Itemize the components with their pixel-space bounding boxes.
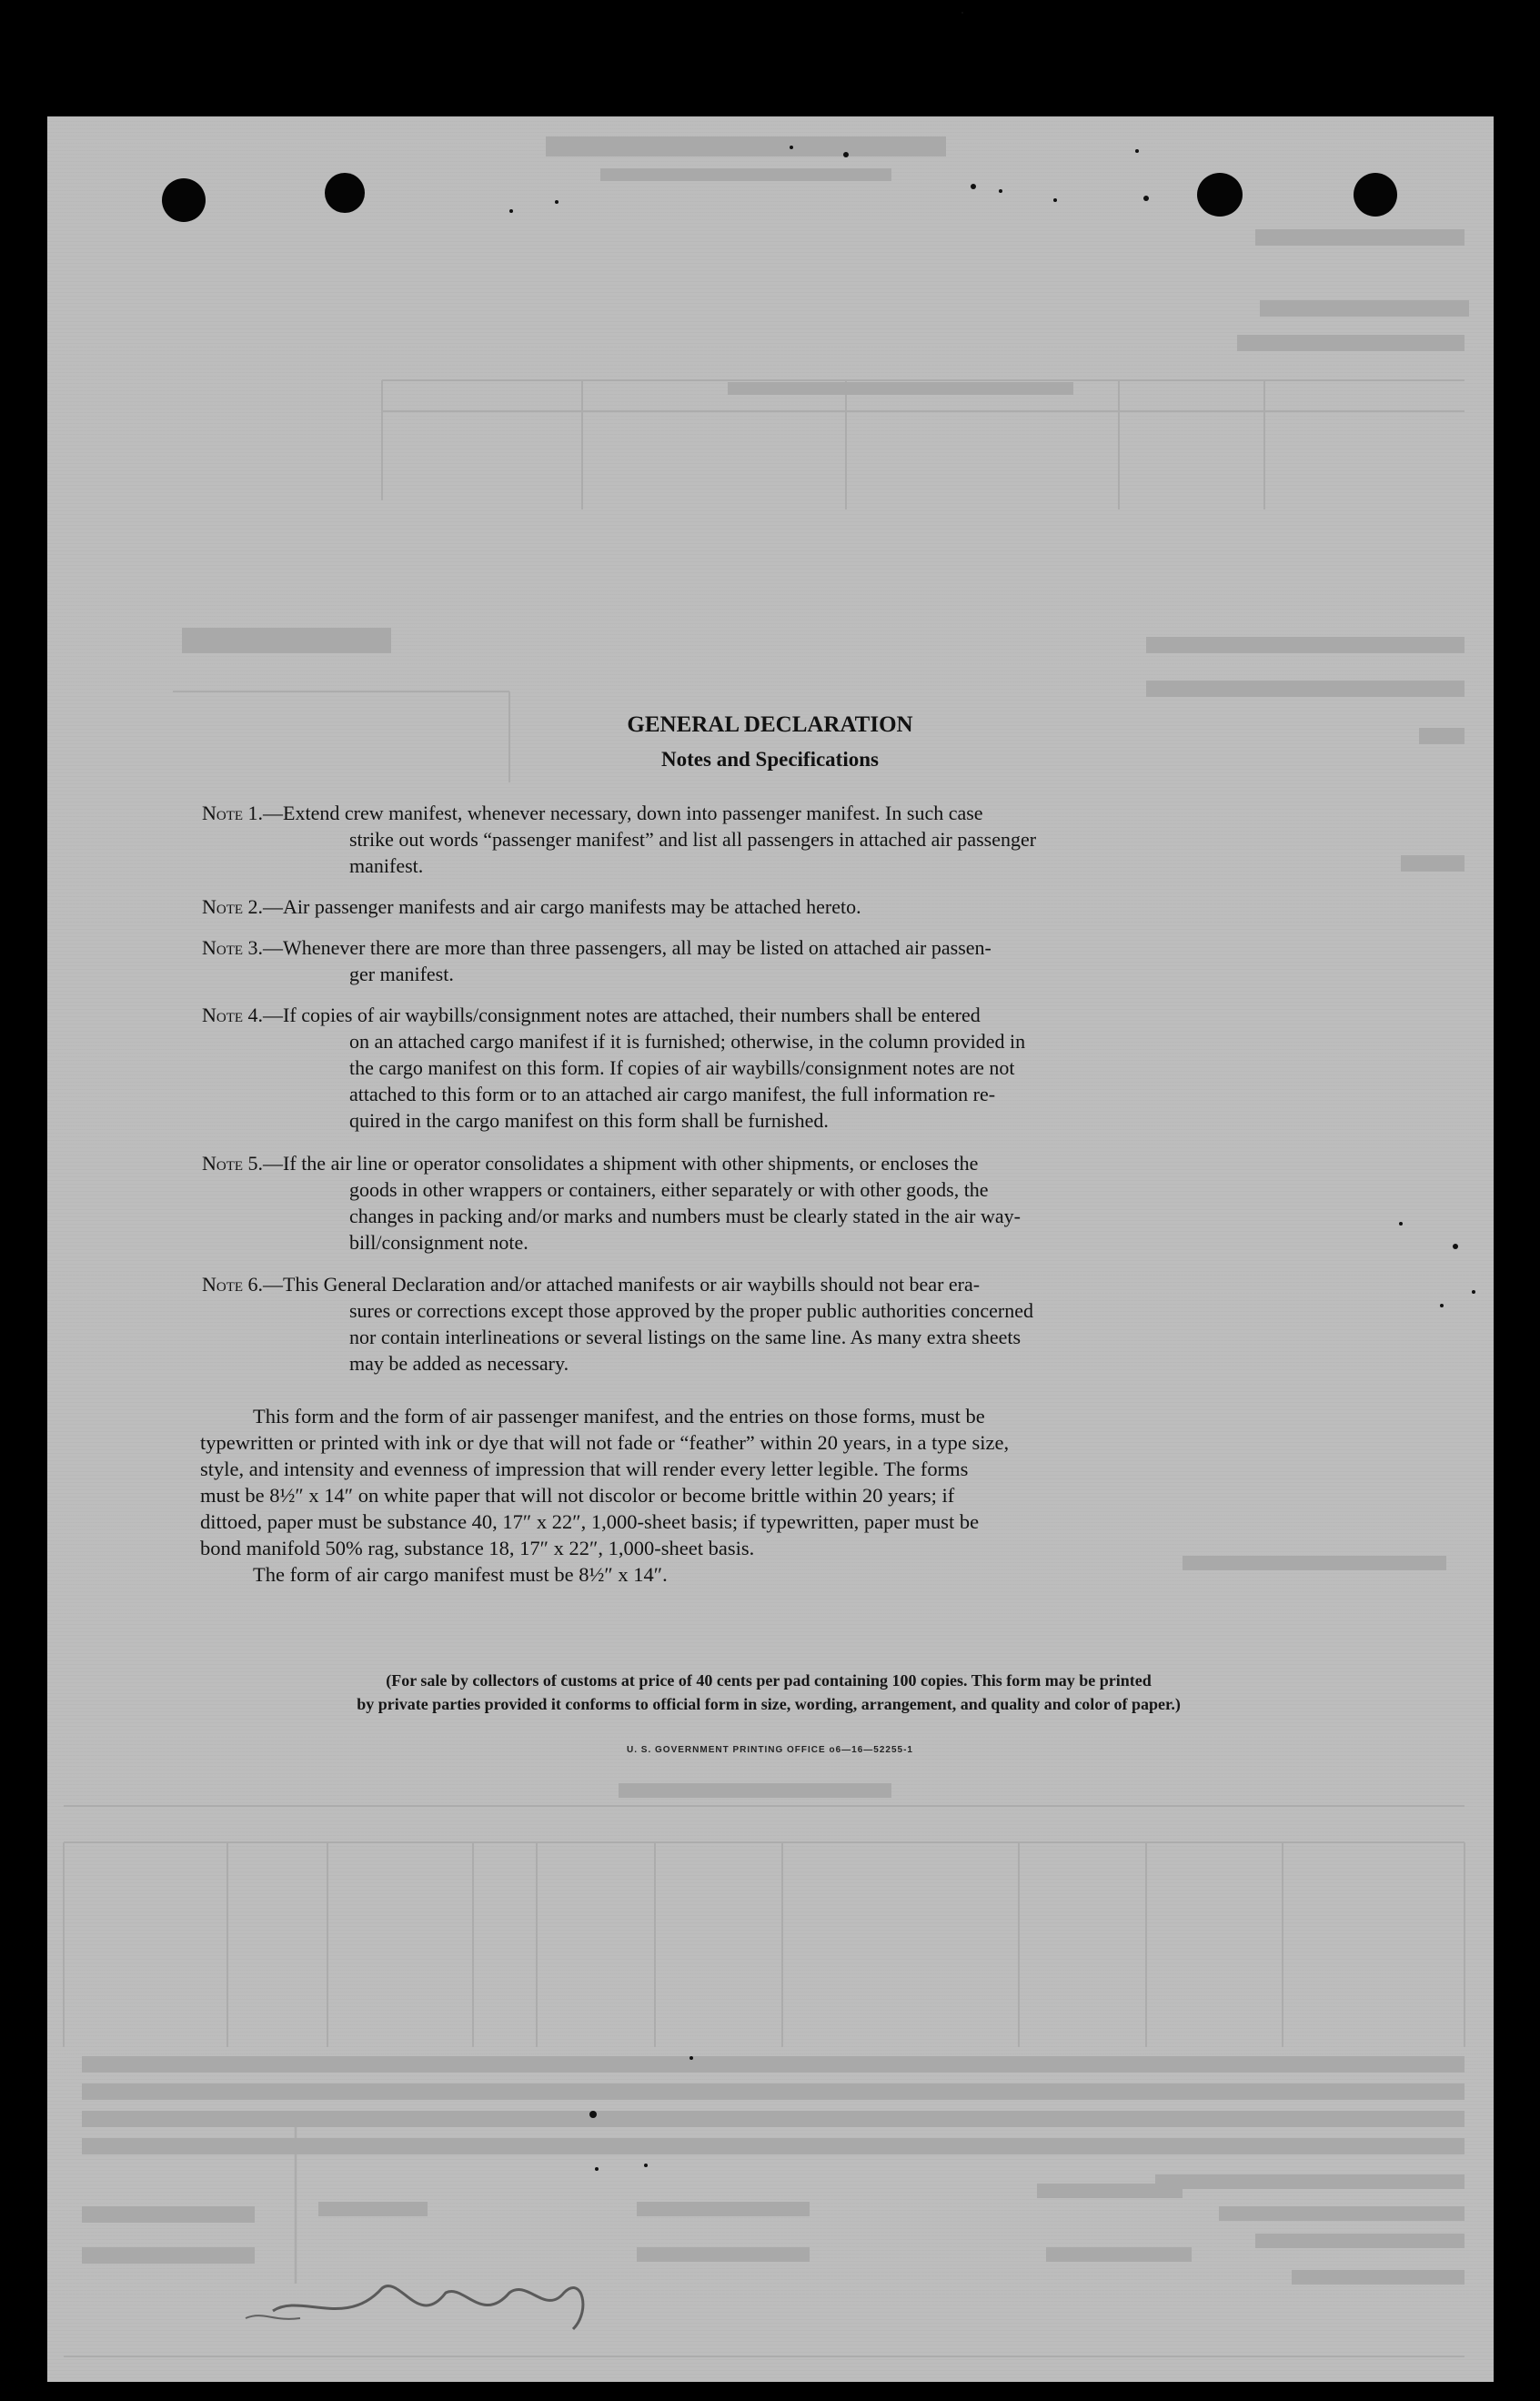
paragraph-line: style, and intensity and evenness of impression that will render every letter legible. The forms (200, 1458, 969, 1480)
paragraph-line: The form of air cargo manifest must be 8½″ x 14″. (253, 1563, 668, 1586)
note-label: Note 1. (202, 802, 264, 824)
note-2 (202, 893, 1350, 920)
note-text: the cargo manifest on this form. If copies of air waybills/consignment notes are not (349, 1056, 1015, 1079)
note-text: —This General Declaration and/or attached manifests or air waybills should not bear era- (263, 1273, 981, 1296)
paragraph-line: bond manifold 50% rag, substance 18, 17″ x 22″, 1,000-sheet basis. (200, 1537, 755, 1559)
note-text: quired in the cargo manifest on this form shall be furnished. (349, 1109, 829, 1132)
note-text: goods in other wrappers or containers, either separately or with other goods, the (349, 1178, 989, 1201)
note-text: —Extend crew manifest, whenever necessary, down into passenger manifest. In such case (263, 802, 983, 824)
note-text: strike out words “passenger manifest” and list all passengers in attached air passenger (349, 828, 1037, 851)
note-text: —Air passenger manifests and air cargo manifests may be attached hereto. (263, 895, 861, 918)
note-label: Note 6. (202, 1273, 264, 1296)
page-subtitle: Notes and Specifications (661, 748, 879, 771)
note-6 (202, 1271, 1350, 1377)
printer-imprint: U. S. GOVERNMENT PRINTING OFFICE o6—16—52255-1 (627, 1745, 913, 1755)
note-label: Note 5. (202, 1152, 264, 1175)
note-text: —If the air line or operator consolidates a shipment with other shipments, or encloses the (263, 1152, 979, 1175)
note-label: Note 2. (202, 895, 264, 918)
note-label: Note 3. (202, 936, 264, 959)
note-5 (202, 1150, 1350, 1256)
sale-notice (182, 1669, 1355, 1716)
paragraph-line: dittoed, paper must be substance 40, 17″ x 22″, 1,000-sheet basis; if typewritten, paper must be (200, 1510, 980, 1533)
note-text: nor contain interlineations or several listings on the same line. As many extra sheets (349, 1326, 1022, 1348)
note-text: changes in packing and/or marks and numbers must be clearly stated in the air way- (349, 1205, 1021, 1227)
note-4 (202, 1002, 1350, 1134)
signature-mark (273, 2286, 583, 2329)
note-3 (202, 934, 1350, 987)
note-text: attached to this form or to an attached air cargo manifest, the full information re- (349, 1083, 996, 1105)
paragraph-line: typewritten or printed with ink or dye that will not fade or “feather” within 20 years, in a type size, (200, 1431, 1010, 1454)
note-text: on an attached cargo manifest if it is furnished; otherwise, in the column provided in (349, 1030, 1026, 1053)
note-1 (202, 800, 1350, 879)
form-requirements-paragraph (200, 1403, 1350, 1588)
note-text: bill/consignment note. (349, 1231, 528, 1254)
sale-notice-line: (For sale by collectors of customs at price of 40 cents per pad containing 100 copies. This form may be printed (386, 1671, 1152, 1690)
note-text: manifest. (349, 854, 424, 877)
note-text: may be added as necessary. (349, 1352, 569, 1375)
note-label: Note 4. (202, 1004, 264, 1026)
paragraph-line: must be 8½″ x 14″ on white paper that will not discolor or become brittle within 20 years; if (200, 1484, 955, 1507)
note-text: —Whenever there are more than three passengers, all may be listed on attached air passen- (263, 936, 991, 959)
page-title: GENERAL DECLARATION (627, 712, 913, 737)
paragraph-line: This form and the form of air passenger manifest, and the entries on those forms, must be (253, 1405, 985, 1427)
note-text: ger manifest. (349, 963, 454, 985)
note-text: —If copies of air waybills/consignment notes are attached, their numbers shall be entered (263, 1004, 981, 1026)
note-text: sures or corrections except those approved by the proper public authorities concerned (349, 1299, 1034, 1322)
sale-notice-line: by private parties provided it conforms to official form in size, wording, arrangement, and quality and color of paper.) (357, 1695, 1181, 1713)
